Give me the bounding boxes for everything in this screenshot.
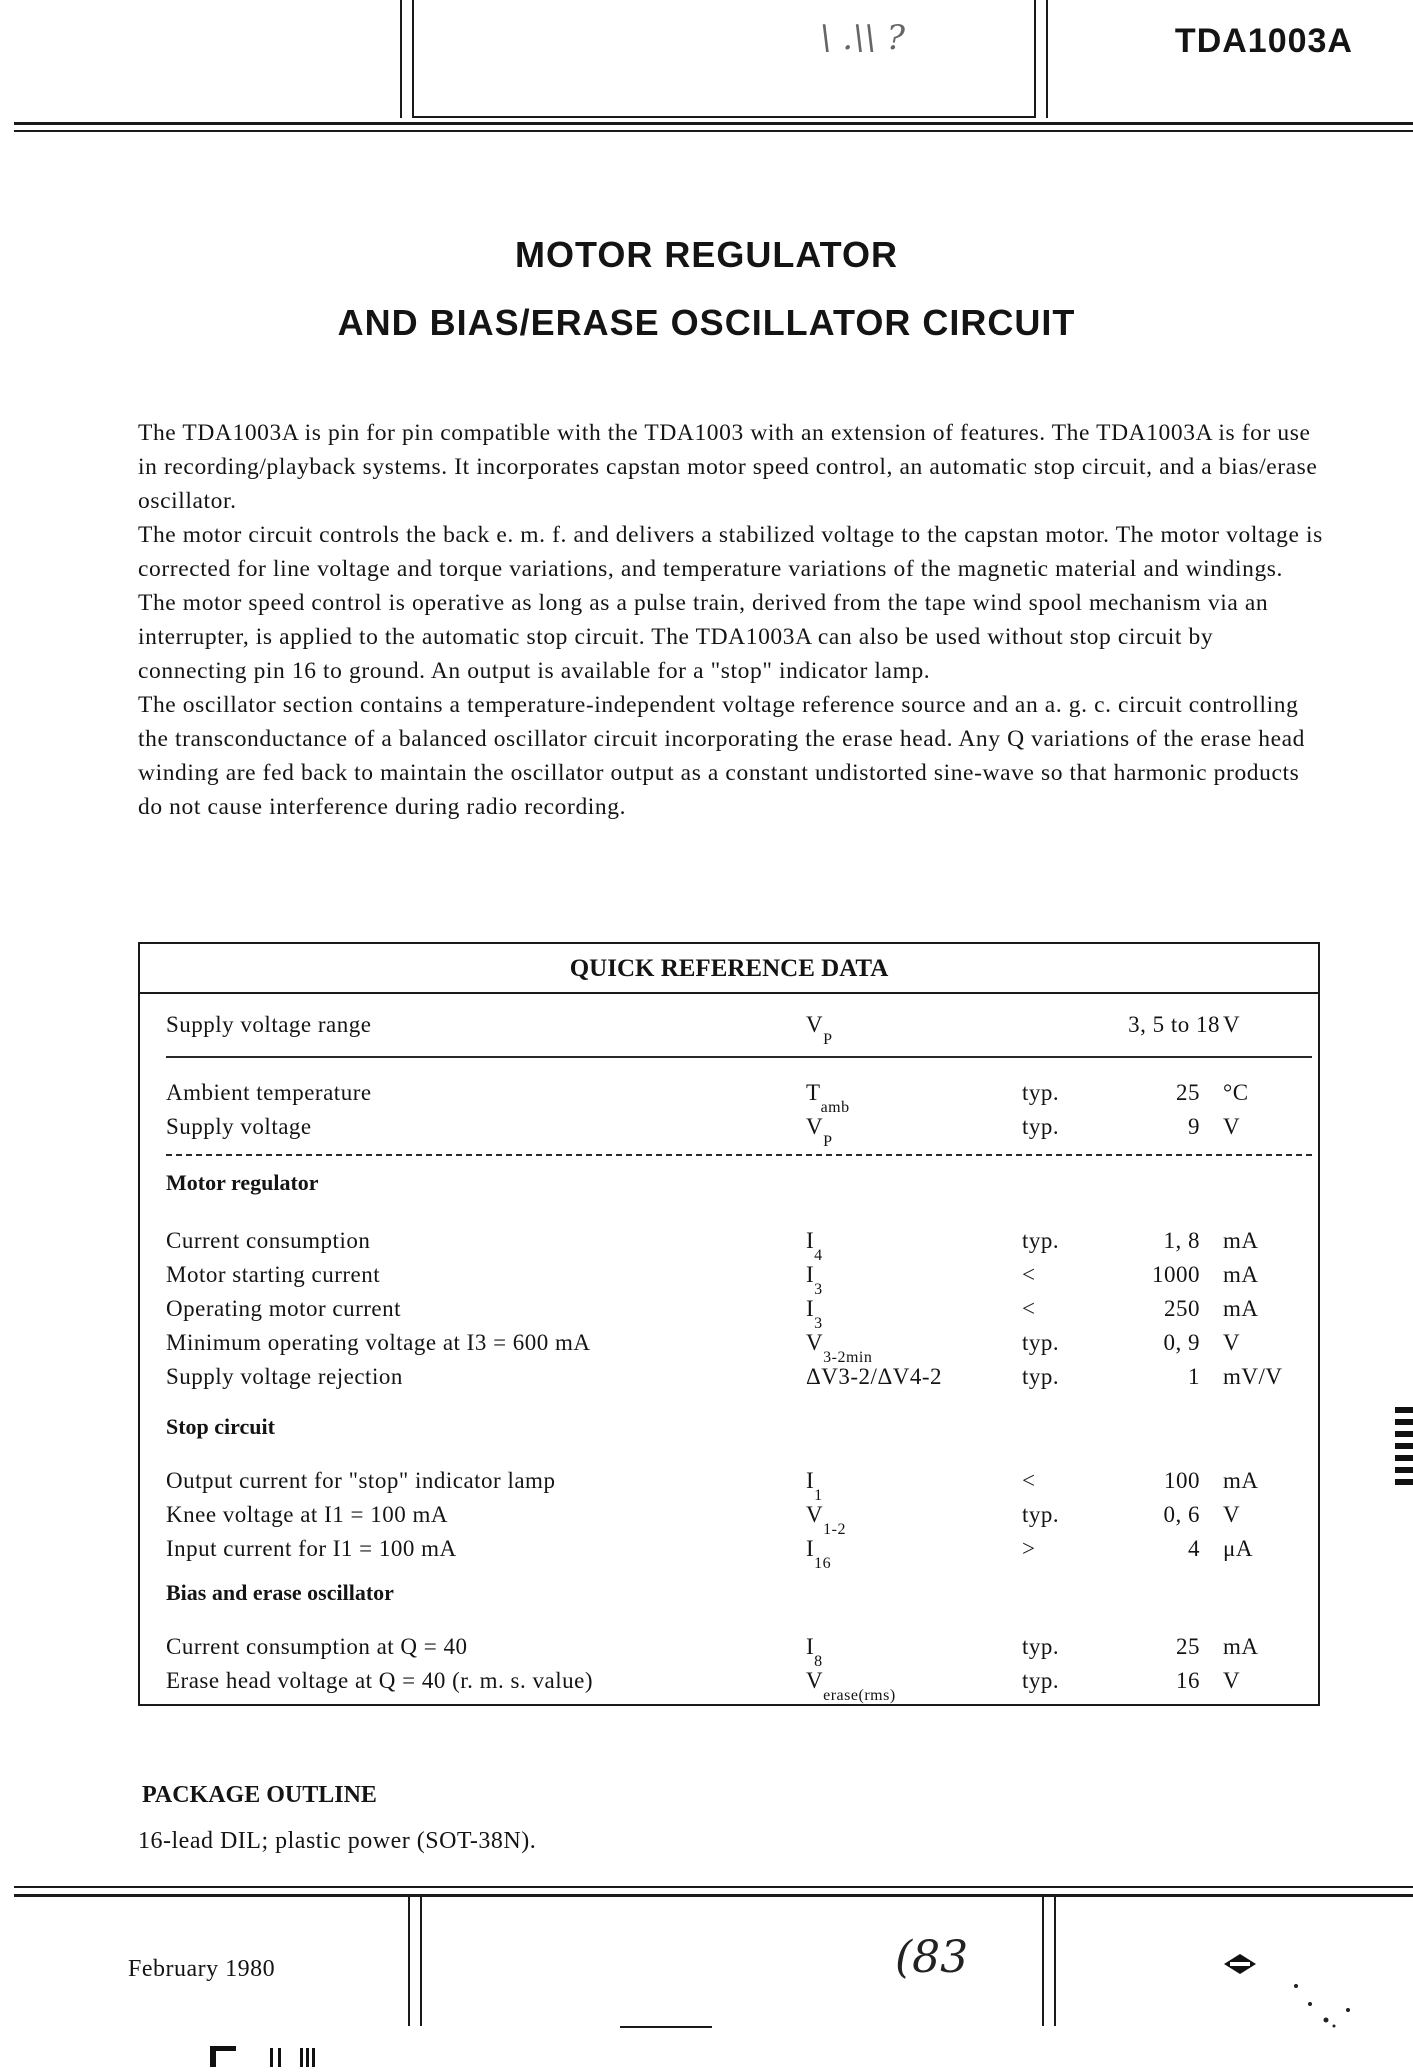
symbol-sub: 3: [814, 1314, 823, 1332]
header-double-rule-b: [14, 130, 1413, 132]
symbol-main: I: [806, 1634, 815, 1659]
table-divider: [166, 1056, 1312, 1058]
param-qualifier: <: [1022, 1296, 1036, 1321]
symbol-main: I: [806, 1228, 815, 1253]
symbol-sub: 3-2min: [823, 1348, 873, 1366]
param-unit: mA: [1223, 1296, 1259, 1321]
section-stop-circuit: Stop circuit: [166, 1414, 275, 1439]
param-qualifier: typ.: [1022, 1228, 1060, 1253]
table-row: [140, 1258, 1318, 1298]
param-symbol: [806, 1664, 896, 1706]
symbol-main: V: [806, 1114, 824, 1139]
barcode-mark: [210, 2046, 330, 2067]
page-title-line-1: MOTOR REGULATOR: [515, 234, 898, 275]
table-row: [140, 1326, 1318, 1366]
param-name: Supply voltage: [166, 1114, 312, 1139]
param-name: Supply voltage range: [166, 1012, 372, 1037]
table-row: [140, 1360, 1318, 1393]
param-qualifier: >: [1022, 1536, 1036, 1561]
param-qualifier: <: [1022, 1468, 1036, 1493]
param-name: Knee voltage at I1 = 100 mA: [166, 1502, 448, 1527]
param-value: 1, 8: [1163, 1228, 1200, 1253]
footer-rule-3: [1042, 1896, 1044, 2026]
scan-specks-graphic: [1290, 1980, 1390, 2040]
param-unit: mV/V: [1223, 1364, 1283, 1389]
param-value: 1000: [1152, 1262, 1200, 1287]
header-rule-4: [1046, 0, 1048, 118]
symbol-sub: P: [823, 1132, 833, 1150]
param-name: Erase head voltage at Q = 40 (r. m. s. value): [166, 1668, 593, 1693]
param-qualifier: typ.: [1022, 1080, 1060, 1105]
param-unit: V: [1223, 1330, 1241, 1355]
header-rule-2: [412, 0, 414, 118]
param-unit: mA: [1223, 1228, 1259, 1253]
param-name: Operating motor current: [166, 1296, 402, 1321]
param-symbol: [806, 1110, 833, 1152]
symbol-sub: 8: [814, 1652, 823, 1670]
param-value: 25: [1176, 1080, 1200, 1105]
edge-mark: [1395, 1407, 1413, 1413]
description-paragraph: The TDA1003A is pin for pin compatible with the TDA1003 with an extension of features. The TDA1003A is for use in recording/playback systems. It incorporates capstan motor speed control, an automatic stop circuit, and a bias/erase oscillator.: [138, 420, 1318, 514]
param-name: Current consumption: [166, 1228, 371, 1253]
param-value: 1: [1188, 1364, 1200, 1389]
param-value: 100: [1164, 1468, 1200, 1493]
param-unit: V: [1223, 1502, 1241, 1527]
table-row: [140, 1630, 1318, 1670]
footer-double-rule-a: [14, 1886, 1413, 1888]
symbol-main: I: [806, 1262, 815, 1287]
footer-rule-2: [420, 1896, 422, 2026]
table-divider-dashed: [166, 1154, 1312, 1156]
table-row: [140, 1292, 1318, 1332]
param-unit: mA: [1223, 1262, 1259, 1287]
param-name: Ambient temperature: [166, 1080, 372, 1105]
param-value: 16: [1176, 1668, 1200, 1693]
param-unit: mA: [1223, 1468, 1259, 1493]
page-title-line-2: AND BIAS/ERASE OSCILLATOR CIRCUIT: [337, 302, 1076, 343]
table-row: [140, 1076, 1318, 1116]
param-unit: V: [1223, 1114, 1241, 1139]
param-value: 250: [1164, 1296, 1200, 1321]
package-outline-text: 16-lead DIL; plastic power (SOT-38N).: [138, 1828, 537, 1854]
param-value: 4: [1188, 1536, 1200, 1561]
param-name: Input current for I1 = 100 mA: [166, 1536, 457, 1561]
package-outline-title: PACKAGE OUTLINE: [142, 1782, 377, 1808]
table-row: [140, 1224, 1318, 1264]
symbol-main: ΔV3-2/ΔV4-2: [806, 1364, 943, 1389]
symbol-sub: P: [823, 1030, 833, 1048]
symbol-sub: erase(rms): [823, 1686, 896, 1704]
param-unit: μA: [1223, 1536, 1253, 1561]
symbol-main: V: [806, 1668, 824, 1693]
header-rule-top: [412, 116, 1036, 118]
param-value: 0, 6: [1163, 1502, 1200, 1527]
section-bias-erase: Bias and erase oscillator: [166, 1580, 394, 1605]
edge-mark: [1395, 1467, 1413, 1473]
param-qualifier: typ.: [1022, 1330, 1060, 1355]
footer-date: February 1980: [128, 1956, 276, 1982]
param-qualifier: typ.: [1022, 1634, 1060, 1659]
quick-reference-table: [138, 942, 1320, 1706]
table-row: [140, 1110, 1318, 1150]
quick-reference-heading: QUICK REFERENCE DATA: [140, 944, 1318, 994]
symbol-main: I: [806, 1536, 815, 1561]
param-name: Motor starting current: [166, 1262, 381, 1287]
description-paragraph: The oscillator section contains a temperature-independent voltage reference source and an a. g. c. circuit controlling the transconductance of a balanced oscillator circuit incorporating the erase head. Any Q variations of the erase head winding are fed back to maintain the oscillator output as a constant undistorted sine-wave so that harmonic products do not cause interference during radio recording.: [138, 692, 1306, 820]
table-row: [140, 1664, 1318, 1704]
param-symbol: [806, 1360, 942, 1402]
param-qualifier: typ.: [1022, 1668, 1060, 1693]
param-unit: °C: [1223, 1080, 1249, 1105]
table-row: [140, 1464, 1318, 1504]
logo-mark-icon: [1222, 1950, 1258, 1983]
symbol-sub: 1: [814, 1486, 823, 1504]
param-unit: V: [1223, 1668, 1241, 1693]
param-unit: mA: [1223, 1634, 1259, 1659]
edge-mark: [1395, 1443, 1413, 1449]
symbol-sub: 16: [814, 1554, 832, 1572]
param-value: 25: [1176, 1634, 1200, 1659]
scan-specks: [1290, 1980, 1390, 2045]
edge-mark: [1395, 1419, 1413, 1425]
logo-mark-graphic: [1222, 1950, 1258, 1978]
param-name: Supply voltage rejection: [166, 1364, 403, 1389]
edge-mark: [1395, 1431, 1413, 1437]
symbol-sub: 1-2: [823, 1520, 846, 1538]
symbol-main: T: [806, 1080, 821, 1105]
table-row: [140, 1008, 1318, 1048]
symbol-main: I: [806, 1468, 815, 1493]
param-value: 0, 9: [1163, 1330, 1200, 1355]
symbol-sub: 4: [814, 1246, 823, 1264]
section-motor-regulator: Motor regulator: [166, 1170, 319, 1195]
header-rule-1: [400, 0, 402, 118]
param-value: 9: [1188, 1114, 1200, 1139]
symbol-main: V: [806, 1012, 824, 1037]
footer-double-rule-b: [14, 1894, 1413, 1897]
param-name: Minimum operating voltage at I3 = 600 mA: [166, 1330, 591, 1355]
param-qualifier: typ.: [1022, 1502, 1060, 1527]
symbol-sub: amb: [820, 1098, 850, 1116]
edge-mark: [1395, 1455, 1413, 1461]
footer-page-number: (83: [895, 1932, 969, 1983]
header-rule-3: [1034, 0, 1036, 118]
footer-short-rule: [620, 2026, 712, 2028]
param-name: Current consumption at Q = 40: [166, 1634, 468, 1659]
footer-rule-4: [1054, 1896, 1056, 2026]
handwritten-note: \ .\\ ?: [820, 18, 906, 58]
param-qualifier: <: [1022, 1262, 1036, 1287]
header-double-rule-a: [14, 122, 1413, 125]
page-edge-marks: [1395, 1407, 1413, 1491]
table-row: [140, 1532, 1318, 1572]
param-qualifier: typ.: [1022, 1114, 1060, 1139]
param-qualifier: typ.: [1022, 1364, 1060, 1389]
param-value: 3, 5 to 18: [1128, 1012, 1220, 1037]
edge-mark: [1395, 1479, 1413, 1485]
symbol-main: V: [806, 1502, 824, 1527]
symbol-sub: 3: [814, 1280, 823, 1298]
param-name: Output current for "stop" indicator lamp: [166, 1468, 556, 1493]
description: [138, 416, 1323, 824]
description-paragraph: The motor circuit controls the back e. m. f. and delivers a stabilized voltage to the capstan motor. The motor voltage is corrected for line voltage and torque variations, and temperature variations of the magnetic material and windings. The motor speed control is operative as long as a pulse train, derived from the tape wind spool mechanism via an interrupter, is applied to the automatic stop circuit. The TDA1003A can also be used without stop circuit by connecting pin 16 to ground. An output is available for a "stop" indicator lamp.: [138, 522, 1323, 684]
param-unit: V: [1223, 1012, 1241, 1037]
param-symbol: [806, 1008, 833, 1050]
symbol-main: I: [806, 1296, 815, 1321]
barcode-graphic: [210, 2046, 330, 2067]
table-row: [140, 1498, 1318, 1538]
part-number: TDA1003A: [1174, 22, 1353, 60]
footer-rule-1: [408, 1896, 410, 2026]
symbol-main: V: [806, 1330, 824, 1355]
param-symbol: [806, 1532, 831, 1574]
